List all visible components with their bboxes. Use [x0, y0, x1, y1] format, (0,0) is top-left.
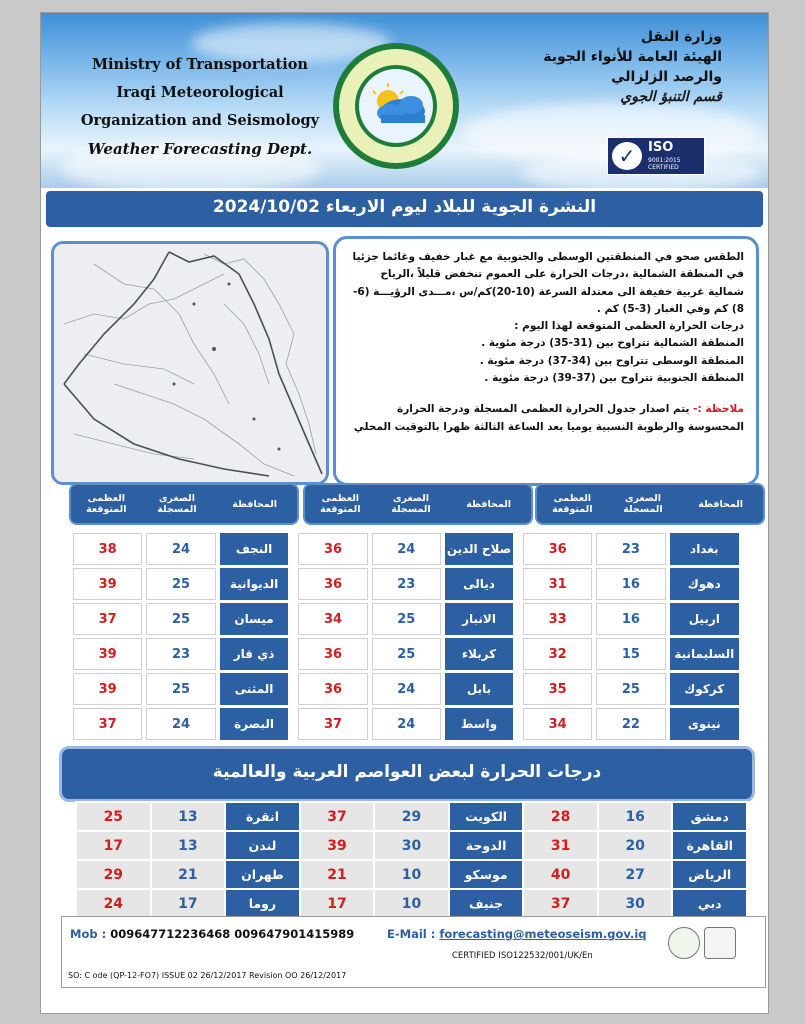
min-temp: 22	[596, 708, 665, 740]
min-temp: 24	[146, 708, 215, 740]
column-gap	[292, 603, 294, 635]
min-temp: 20	[598, 831, 673, 860]
column-gap	[292, 533, 294, 565]
table-row	[73, 568, 739, 600]
en-line-1: Ministry of Transportation	[92, 56, 308, 73]
governorate-name: بغداد	[670, 533, 739, 565]
governorate-name: بابل	[445, 673, 513, 705]
min-temp: 24	[372, 673, 441, 705]
max-temp: 17	[300, 889, 375, 918]
max-temp: 21	[300, 860, 375, 889]
ar-dept: قسم التنبؤ الجوي	[620, 89, 722, 105]
iso-label: ISO	[648, 140, 674, 155]
capitals-title: درجات الحرارة لبعض العواصم العربية والعالمية	[212, 762, 602, 782]
max-temp: 36	[298, 638, 367, 670]
en-line-3: Organization and Seismology	[80, 112, 320, 129]
arabic-org-name	[502, 27, 722, 107]
south-temps: المنطقة الجنوبية تتراوح بين (37-39) درجة مئوية .	[484, 372, 744, 385]
column-gap	[517, 603, 519, 635]
min-temp: 21	[151, 860, 226, 889]
footer-seal-icon	[704, 927, 736, 959]
column-gap	[517, 568, 519, 600]
min-temp: 29	[374, 802, 449, 831]
table-row	[76, 831, 747, 860]
header-max: العظمى المتوقعة	[86, 493, 127, 515]
min-temp: 13	[151, 802, 226, 831]
table-header-group-2	[303, 483, 533, 525]
table-row	[73, 533, 739, 565]
footer-logo-icon	[668, 927, 700, 959]
header-max: العظمى المتوقعة	[320, 493, 361, 515]
mobile-label: Mob :	[70, 927, 107, 941]
iso-badge	[607, 137, 705, 175]
satellite-map	[51, 241, 329, 485]
max-temp: 34	[298, 603, 367, 635]
column-gap	[292, 638, 294, 670]
max-temp: 24	[76, 889, 151, 918]
column-gap	[292, 568, 294, 600]
header-min: الصغرى المسجلة	[391, 493, 431, 515]
capital-name: طهران	[225, 860, 300, 889]
table-row	[73, 638, 739, 670]
capital-name: موسكو	[449, 860, 524, 889]
ar-line-3: والرصد الزلزالي	[611, 69, 722, 85]
forecast-text	[346, 249, 744, 436]
header-max: العظمى المتوقعة	[552, 493, 593, 515]
ar-line-2: الهيئة العامة للأنواء الجوية	[543, 49, 722, 65]
header-min: الصغرى المسجلة	[157, 493, 197, 515]
column-gap	[517, 533, 519, 565]
mobile-numbers: 009647712236468 009647901415989	[110, 927, 355, 941]
min-temp: 16	[596, 603, 665, 635]
forecast-text-box	[333, 236, 759, 486]
header-governorate: المحافظة	[232, 498, 278, 510]
table-row	[73, 603, 739, 635]
max-temp: 37	[298, 708, 367, 740]
min-temp: 24	[372, 533, 441, 565]
min-temp: 15	[596, 638, 665, 670]
capital-name: روما	[225, 889, 300, 918]
governorate-name: كركوك	[670, 673, 739, 705]
column-gap	[292, 673, 294, 705]
governorate-name: نينوى	[670, 708, 739, 740]
bulletin-title-bar	[46, 191, 763, 227]
min-temp: 10	[374, 860, 449, 889]
max-temp: 37	[523, 889, 598, 918]
min-temp: 25	[372, 638, 441, 670]
min-temp: 27	[598, 860, 673, 889]
min-temp: 23	[372, 568, 441, 600]
header-banner	[41, 13, 768, 188]
max-temp: 39	[300, 831, 375, 860]
table-row	[76, 802, 747, 831]
english-org-name	[75, 51, 325, 163]
governorate-name: كربلاء	[445, 638, 513, 670]
capital-name: انقرة	[225, 802, 300, 831]
email-label: E-Mail :	[387, 927, 436, 941]
check-icon: ✓	[612, 142, 642, 170]
certified-text: CERTIFIED ISO122532/001/UK/En	[452, 951, 593, 961]
max-temp: 39	[73, 673, 142, 705]
governorate-name: الديوانية	[220, 568, 289, 600]
table-row	[73, 708, 739, 740]
table-row	[76, 860, 747, 889]
capital-name: الدوحة	[449, 831, 524, 860]
footer	[61, 916, 766, 988]
governorate-name: واسط	[445, 708, 513, 740]
max-temp: 25	[76, 802, 151, 831]
governorate-name: اربيل	[670, 603, 739, 635]
column-gap	[517, 638, 519, 670]
min-temp: 25	[596, 673, 665, 705]
capital-name: دبي	[672, 889, 747, 918]
min-temp: 16	[598, 802, 673, 831]
max-temp: 37	[73, 708, 142, 740]
bulletin-page	[40, 12, 769, 1014]
min-temp: 25	[146, 603, 215, 635]
max-temp: 39	[73, 568, 142, 600]
forecast-paragraph: الطقس صحو في المنطقتين الوسطى والجنوبية مع غبار خفيف وغائما جزئيا في المنطقة الشمالية ،درجات الحرارة على العموم تنخفض قليلاً ،الرياح شمالية غربية خفيفة الى معتدلة السرعة (10-20)كم/س ،مـــدى الرؤيـــة (6-8) كم وفي الغبار (3-5) كم .	[352, 251, 744, 315]
max-temp: 36	[523, 533, 592, 565]
governorate-name: السليمانية	[670, 638, 739, 670]
document-code: SO: C ode (QP-12-FO7) ISSUE 02 26/12/2017 Revision OO 26/12/2017	[68, 971, 347, 980]
capital-name: القاهرة	[672, 831, 747, 860]
max-temp: 38	[73, 533, 142, 565]
capitals-title-bar	[59, 746, 755, 802]
max-temp: 36	[298, 673, 367, 705]
governorate-name: صلاح الدين	[445, 533, 513, 565]
governorate-name: النجف	[220, 533, 289, 565]
en-dept: Weather Forecasting Dept.	[87, 140, 313, 158]
min-temp: 24	[372, 708, 441, 740]
governorate-name: ديالى	[445, 568, 513, 600]
governorate-name: الانبار	[445, 603, 513, 635]
note-label: ملاحظة :-	[693, 403, 744, 416]
table-header-group-3	[69, 483, 299, 525]
min-temp: 13	[151, 831, 226, 860]
capital-name: الكويت	[449, 802, 524, 831]
governorate-name: دهوك	[670, 568, 739, 600]
min-temp: 23	[146, 638, 215, 670]
governorate-name: البصرة	[220, 708, 289, 740]
en-line-2: Iraqi Meteorological	[116, 84, 284, 101]
min-temp: 10	[374, 889, 449, 918]
governorate-name: ميسان	[220, 603, 289, 635]
table-header-group-1	[535, 483, 765, 525]
max-temp: 31	[523, 831, 598, 860]
north-temps: المنطقة الشمالية تتراوح بين (31-35) درجة مئوية .	[481, 337, 744, 350]
iraq-map-image	[54, 244, 326, 482]
min-temp: 16	[596, 568, 665, 600]
governorate-name: ذي قار	[220, 638, 289, 670]
min-temp: 23	[596, 533, 665, 565]
bulletin-title: النشرة الجوية للبلاد ليوم الاربعاء 2024/10/02	[212, 197, 597, 217]
sun-cloud-icon	[333, 43, 459, 169]
min-temp: 25	[372, 603, 441, 635]
min-temp: 24	[146, 533, 215, 565]
note-text: يتم اصدار جدول الحرارة العظمى المسجلة ودرجة الحرارة المحسوسة والرطوبة النسبية يوميا بعد الساعة الثالثة ظهرا بالتوقيت المحلي	[353, 403, 744, 433]
max-temp: 37	[73, 603, 142, 635]
column-gap	[292, 708, 294, 740]
mobile-line	[70, 927, 354, 941]
email-link[interactable]: forecasting@meteoseism.gov.iq	[439, 927, 647, 941]
max-temp: 31	[523, 568, 592, 600]
org-logo	[333, 43, 459, 169]
max-temp: 35	[523, 673, 592, 705]
iso-sub: 9001:2015 CERTIFIED	[648, 157, 681, 171]
governorate-name: المثنى	[220, 673, 289, 705]
header-governorate: المحافظة	[466, 498, 512, 510]
governorates-table	[69, 530, 743, 743]
max-temp: 36	[298, 568, 367, 600]
capital-name: جنيف	[449, 889, 524, 918]
header-governorate: المحافظة	[698, 498, 744, 510]
min-temp: 25	[146, 568, 215, 600]
table-row	[76, 889, 747, 918]
capital-name: لندن	[225, 831, 300, 860]
note	[346, 401, 744, 436]
email-line	[387, 927, 647, 941]
capital-name: دمشق	[672, 802, 747, 831]
header-min: الصغرى المسجلة	[623, 493, 663, 515]
min-temp: 30	[374, 831, 449, 860]
table-row	[73, 673, 739, 705]
max-temp: 39	[73, 638, 142, 670]
column-gap	[517, 673, 519, 705]
capital-name: الرياض	[672, 860, 747, 889]
max-temp: 28	[523, 802, 598, 831]
max-temp: 40	[523, 860, 598, 889]
capitals-table	[75, 801, 748, 919]
max-temp: 36	[298, 533, 367, 565]
max-temp: 17	[76, 831, 151, 860]
max-temp: 29	[76, 860, 151, 889]
temps-title: درجات الحرارة العظمى المتوقعة لهذا اليوم :	[514, 320, 744, 333]
column-gap	[517, 708, 519, 740]
min-temp: 17	[151, 889, 226, 918]
max-temp: 33	[523, 603, 592, 635]
min-temp: 25	[146, 673, 215, 705]
max-temp: 32	[523, 638, 592, 670]
ar-line-1: وزارة النقل	[640, 29, 722, 45]
max-temp: 34	[523, 708, 592, 740]
max-temp: 37	[300, 802, 375, 831]
central-temps: المنطقة الوسطى تتراوح بين (34-37) درجة مئوية .	[479, 354, 744, 367]
min-temp: 30	[598, 889, 673, 918]
